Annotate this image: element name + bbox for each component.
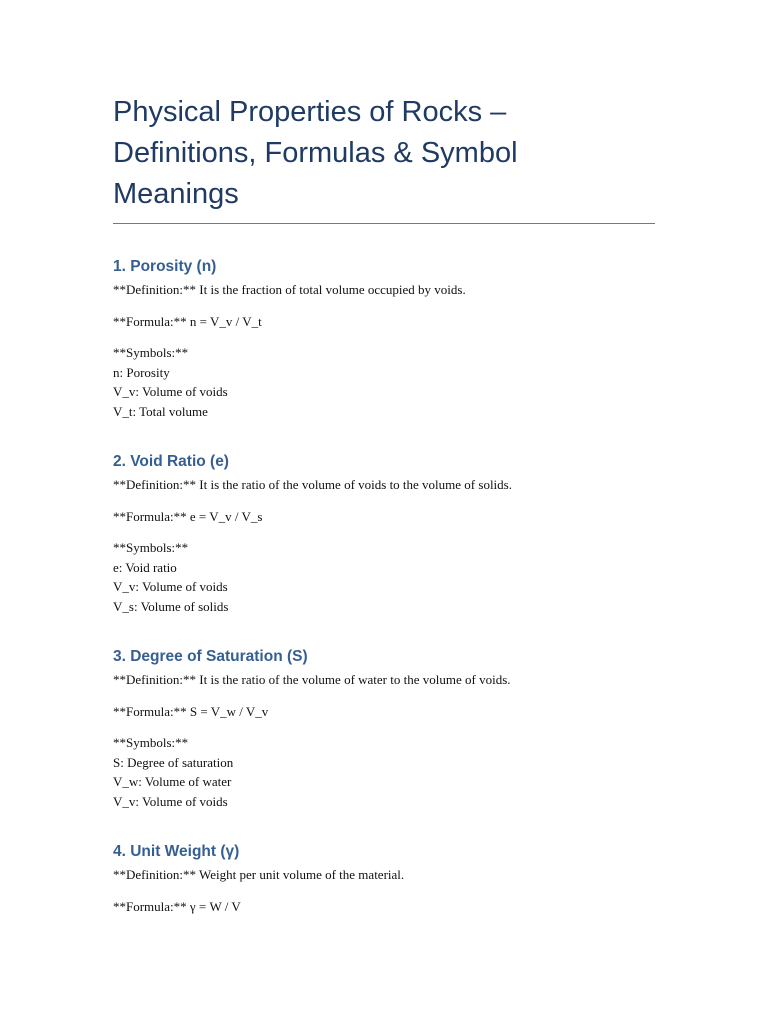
symbol-item: V_v: Volume of voids — [113, 793, 228, 809]
symbol-item: V_w: Volume of water — [113, 774, 232, 789]
title-line: Definitions, Formulas & Symbol — [113, 137, 518, 169]
title-line: Meanings — [113, 178, 239, 210]
document-page — [113, 92, 655, 916]
symbol-item: S: Degree of saturation — [113, 754, 234, 770]
section-heading: 4. Unit Weight (γ) — [113, 843, 240, 860]
formula-text: **Formula:** S = V_w / V_v — [113, 703, 269, 719]
symbols-label: **Symbols:** — [113, 345, 189, 360]
symbols-label: **Symbols:** — [113, 735, 189, 750]
symbol-item: V_s: Volume of solids — [113, 598, 229, 614]
section-heading: 1. Porosity (n) — [113, 258, 217, 275]
title-line: Physical Properties of Rocks – — [113, 96, 507, 128]
symbols-block — [113, 343, 655, 421]
formula-text: **Formula:** e = V_v / V_s — [113, 508, 263, 524]
symbol-item: V_v: Volume of voids — [113, 384, 228, 399]
symbols-block — [113, 733, 655, 811]
definition-text: **Definition:** It is the fraction of total volume occupied by voids. — [113, 282, 466, 297]
definition-text: **Definition:** It is the ratio of the volume of voids to the volume of solids. — [113, 477, 512, 492]
section-porosity — [113, 257, 655, 421]
document-title — [113, 92, 655, 224]
formula-text: **Formula:** n = V_v / V_t — [113, 313, 262, 329]
section-degree-of-saturation — [113, 647, 655, 811]
symbol-item: e: Void ratio — [113, 559, 177, 575]
symbol-item: n: Porosity — [113, 364, 170, 380]
section-heading: 2. Void Ratio (e) — [113, 453, 229, 470]
symbols-label: **Symbols:** — [113, 540, 189, 555]
symbols-block — [113, 538, 655, 616]
section-heading: 3. Degree of Saturation (S) — [113, 648, 308, 665]
symbol-item: V_v: Volume of voids — [113, 579, 228, 594]
section-void-ratio — [113, 452, 655, 616]
definition-text: **Definition:** Weight per unit volume of the material. — [113, 867, 405, 882]
section-unit-weight — [113, 842, 655, 916]
definition-text: **Definition:** It is the ratio of the volume of water to the volume of voids. — [113, 672, 511, 687]
symbol-item: V_t: Total volume — [113, 403, 208, 419]
formula-text: **Formula:** γ = W / V — [113, 898, 241, 914]
